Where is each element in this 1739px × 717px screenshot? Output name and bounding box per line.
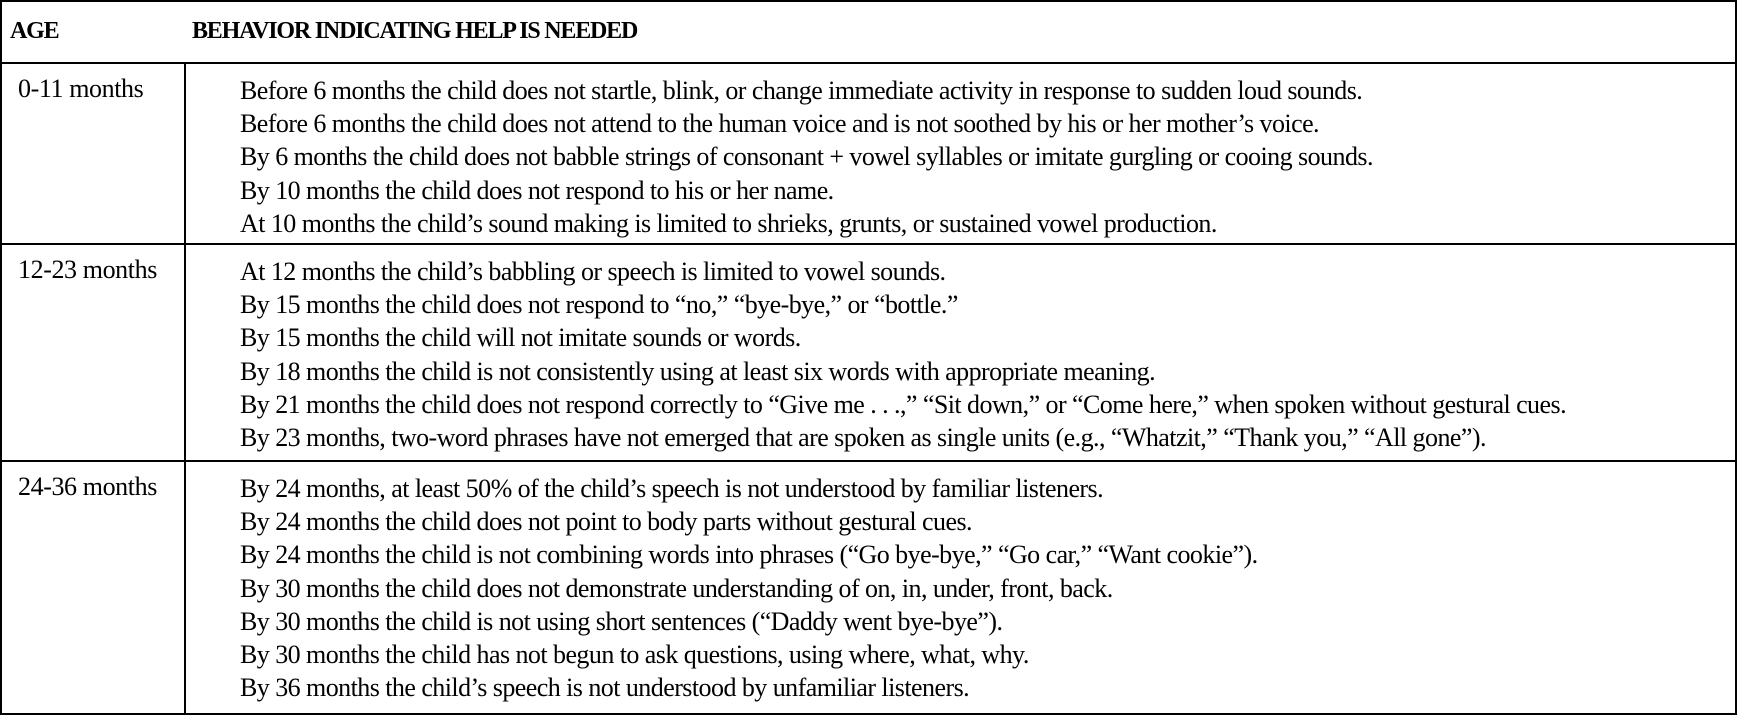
behavior-list: [240, 74, 1373, 240]
behavior-list: [240, 255, 1566, 454]
behavior-item: By 23 months, two-word phrases have not emerged that are spoken as single units (e.g., “Whatzit,” “Thank you,” “All gone”).: [240, 423, 1486, 453]
behavior-item: By 18 months the child is not consistently using at least six words with appropriate meaning.: [240, 356, 1156, 386]
behavior-item: By 30 months the child is not using short sentences (“Daddy went bye-bye”).: [240, 606, 1003, 636]
behavior-item: By 15 months the child will not imitate sounds or words.: [240, 323, 801, 353]
header-age: AGE: [10, 18, 59, 44]
table-row: [2, 64, 1735, 245]
behavior-item: By 24 months the child does not point to body parts without gestural cues.: [240, 507, 973, 537]
behavior-item: By 24 months, at least 50% of the child’s speech is not understood by familiar listeners.: [240, 474, 1104, 503]
header-behavior: BEHAVIOR INDICATING HELP IS NEEDED: [192, 18, 638, 44]
behavior-item: By 10 months the child does not respond to his or her name.: [240, 175, 834, 205]
age-cell: 12-23 months: [18, 255, 157, 284]
behavior-item: At 10 months the child’s sound making is limited to shrieks, grunts, or sustained vowel production.: [240, 208, 1217, 238]
behavior-item: By 30 months the child does not demonstrate understanding of on, in, under, front, back.: [240, 573, 1113, 603]
behavior-item: By 21 months the child does not respond correctly to “Give me . . .,” “Sit down,” or “Come here,” when spoken without gestural cues.: [240, 389, 1567, 419]
behavior-item: By 24 months the child is not combining words into phrases (“Go bye-bye,” “Go car,” “Want cookie”).: [240, 540, 1258, 570]
table-row: [2, 245, 1735, 462]
behavior-item: Before 6 months the child does not startle, blink, or change immediate activity in response to sudden loud sounds.: [240, 76, 1363, 105]
behavior-item: Before 6 months the child does not attend to the human voice and is not soothed by his or her mother’s voice.: [240, 109, 1320, 139]
behavior-item: By 30 months the child has not begun to ask questions, using where, what, why.: [240, 640, 1029, 670]
behavior-item: By 36 months the child’s speech is not understood by unfamiliar listeners.: [240, 673, 970, 703]
behavior-list: [240, 472, 1258, 704]
behavior-item: By 6 months the child does not babble strings of consonant + vowel syllables or imitate gurgling or cooing sounds.: [240, 142, 1373, 172]
table-header-row: [2, 2, 1735, 64]
behavior-item: By 15 months the child does not respond to “no,” “bye-bye,” or “bottle.”: [240, 290, 958, 320]
age-cell: 24-36 months: [18, 472, 157, 501]
table-row: [2, 462, 1735, 713]
behavior-item: At 12 months the child’s babbling or speech is limited to vowel sounds.: [240, 257, 946, 286]
age-cell: 0-11 months: [18, 74, 144, 103]
